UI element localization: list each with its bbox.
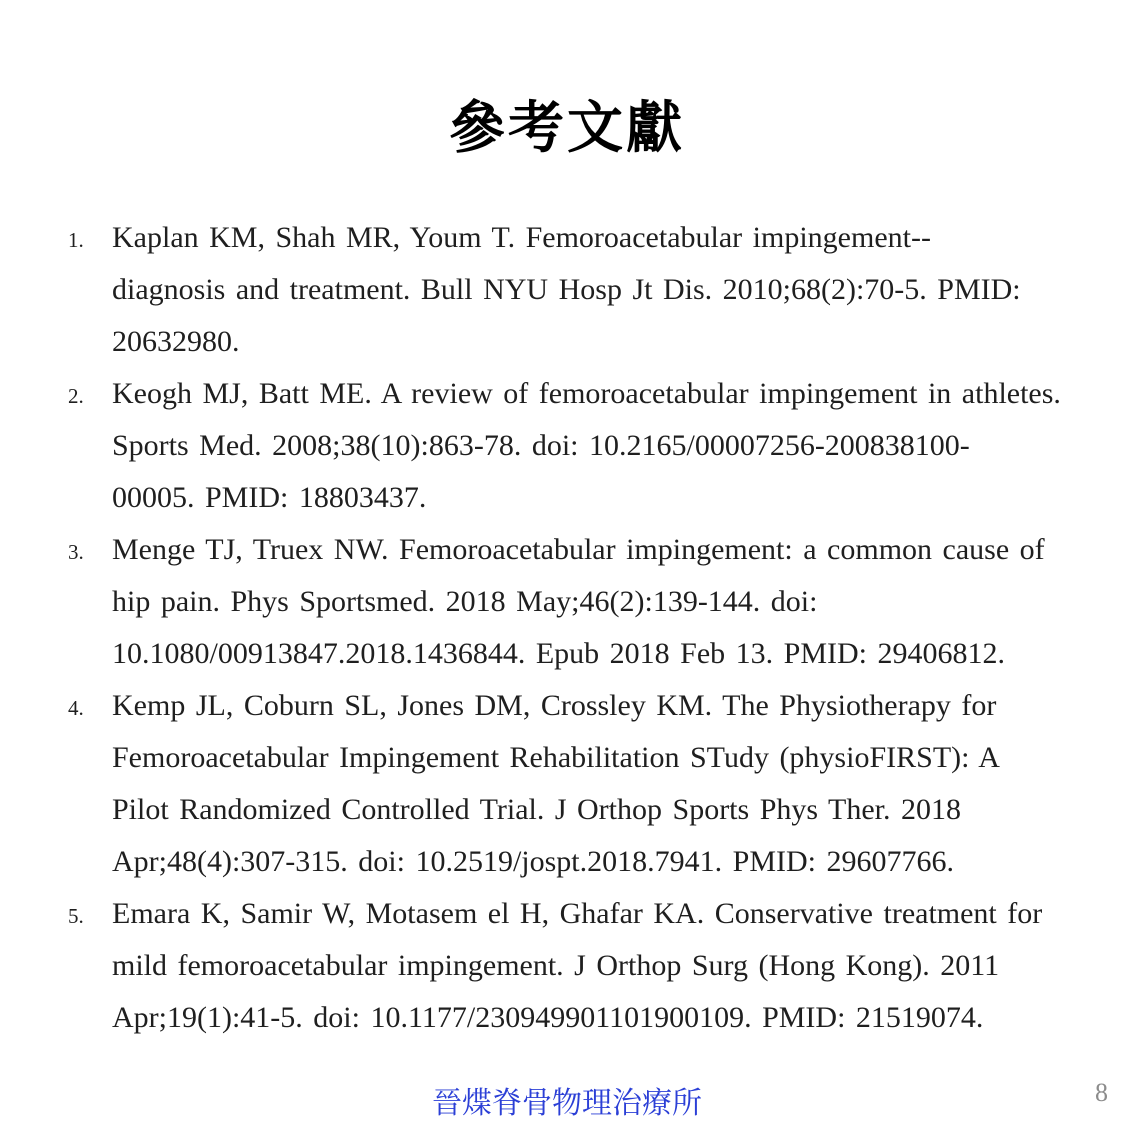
reference-line: Kaplan KM, Shah MR, Youm T. Femoroacetabular impingement--: [112, 221, 931, 254]
reference-line: Apr;19(1):41-5. doi: 10.1177/230949901101900109. PMID: 21519074.: [112, 1001, 984, 1034]
page-title: 參考文獻: [449, 96, 685, 159]
reference-number: 2.: [68, 384, 84, 408]
page-number: 8: [1095, 1078, 1108, 1107]
reference-text: [112, 212, 1104, 368]
reference-line: Emara K, Samir W, Motasem el H, Ghafar KA. Conservative treatment for: [112, 897, 1043, 930]
reference-number: 5.: [68, 904, 84, 928]
reference-text: [112, 888, 1104, 1044]
reference-line: Apr;48(4):307-315. doi: 10.2519/jospt.2018.7941. PMID: 29607766.: [112, 845, 954, 878]
reference-line: 10.1080/00913847.2018.1436844. Epub 2018 Feb 13. PMID: 29406812.: [112, 637, 1006, 670]
reference-line: Keogh MJ, Batt ME. A review of femoroacetabular impingement in athletes.: [112, 377, 1061, 410]
reference-text: [112, 680, 1104, 888]
reference-item: [68, 680, 1104, 888]
reference-line: diagnosis and treatment. Bull NYU Hosp Jt Dis. 2010;68(2):70-5. PMID:: [112, 273, 1021, 306]
reference-text: [112, 524, 1104, 680]
reference-line: mild femoroacetabular impingement. J Orthop Surg (Hong Kong). 2011: [112, 949, 1000, 982]
reference-item: [68, 888, 1104, 1044]
reference-item: [68, 212, 1104, 368]
footer-clinic-name: 晉煠脊骨物理治療所: [432, 1087, 702, 1120]
reference-line: Kemp JL, Coburn SL, Jones DM, Crossley KM. The Physiotherapy for: [112, 689, 997, 722]
reference-line: 00005. PMID: 18803437.: [112, 481, 427, 514]
reference-line: 20632980.: [112, 325, 240, 358]
reference-line: Menge TJ, Truex NW. Femoroacetabular impingement: a common cause of: [112, 533, 1045, 566]
reference-list: [68, 212, 1104, 1044]
reference-number: 3.: [68, 540, 84, 564]
reference-line: hip pain. Phys Sportsmed. 2018 May;46(2):139-144. doi:: [112, 585, 818, 618]
reference-item: [68, 524, 1104, 680]
reference-line: Sports Med. 2008;38(10):863-78. doi: 10.2165/00007256-200838100-: [112, 429, 970, 462]
reference-line: Femoroacetabular Impingement Rehabilitation STudy (physioFIRST): A: [112, 741, 1000, 774]
reference-number: 4.: [68, 696, 84, 720]
reference-item: [68, 368, 1104, 524]
reference-text: [112, 368, 1104, 524]
reference-number: 1.: [68, 228, 84, 252]
reference-line: Pilot Randomized Controlled Trial. J Orthop Sports Phys Ther. 2018: [112, 793, 961, 826]
